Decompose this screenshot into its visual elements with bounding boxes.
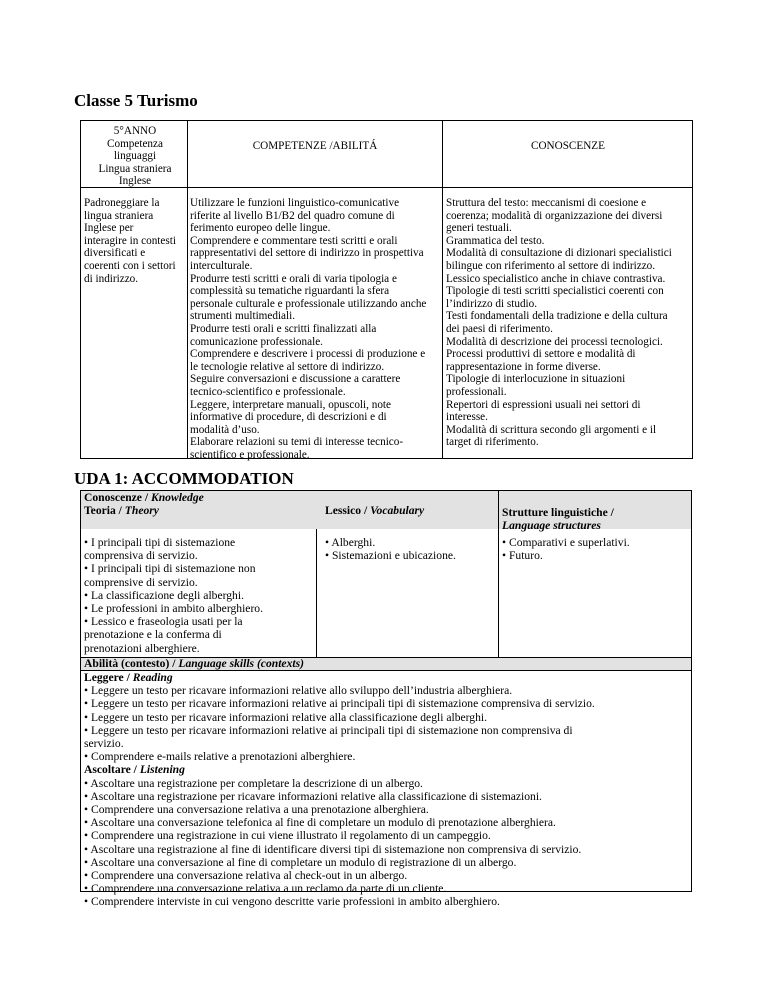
text-line: interagire in contesti — [84, 234, 176, 247]
text-line: complessità su tematiche riguardanti la sfera — [190, 285, 390, 298]
list-item: • Alberghi. — [325, 536, 376, 549]
page-title: Classe 5 Turismo — [74, 91, 198, 110]
text-line: comunicazione professionale. — [190, 335, 323, 348]
text-line: Utilizzare le funzioni linguistico-comunicative — [190, 197, 400, 209]
label-en: Vocabulary — [370, 504, 425, 517]
list-item: • Futuro. — [502, 549, 543, 563]
knowledge-list — [446, 197, 690, 449]
list-item: comprensiva di servizio. — [84, 549, 198, 563]
text-line: riferite al livello B1/B2 del quadro comune di — [190, 209, 395, 222]
label-it: Leggere / — [84, 671, 133, 684]
header-line: Inglese — [118, 175, 152, 188]
list-item: • Ascoltare una conversazione telefonica al fine di completare un modulo di prenotazione alberghiera. — [84, 816, 556, 830]
skills-content — [84, 671, 690, 909]
knowledge-label — [84, 491, 204, 504]
list-item: • Comprendere una conversazione relativa a una prenotazione alberghiera. — [84, 803, 429, 817]
list-item: • Ascoltare una registrazione per ricavare informazioni relative alla classificazione di sistemazioni. — [84, 789, 542, 803]
list-item: comprensive di servizio. — [84, 575, 198, 589]
competence-description — [84, 197, 187, 285]
text-line: interculturale. — [190, 259, 253, 272]
text-line: strumenti multimediali. — [190, 310, 296, 323]
list-item: • Comprendere interviste in cui vengono descritte varie professioni in ambito alberghiero. — [84, 895, 500, 909]
text-line: Tipologie di testi scritti specialistici coerenti con — [446, 285, 664, 298]
text-line: target di riferimento. — [446, 436, 539, 449]
text-line: Processi produttivi di settore e modalità di — [446, 348, 636, 361]
text-line: Struttura del testo: meccanismi di coesione e — [446, 197, 647, 209]
uda-title: UDA 1: ACCOMMODATION — [74, 469, 294, 488]
list-item: • Le professioni in ambito alberghiero. — [84, 602, 263, 616]
structures-label — [502, 506, 614, 532]
text-line: Lessico specialistico anche in chiave contrastiva. — [446, 272, 666, 285]
text-line: Modalità di consultazione di dizionari specialistici — [446, 247, 672, 260]
skills-label — [84, 657, 304, 670]
label-en: Listening — [139, 763, 185, 777]
text-line: di indirizzo. — [84, 272, 139, 285]
header-knowledge: CONOSCENZE — [531, 140, 605, 152]
list-item: • Comparativi e superlativi. — [502, 536, 630, 549]
label-it: Lessico / — [325, 504, 371, 517]
text-line: ferimento europeo delle lingue. — [190, 222, 331, 235]
text-line: Modalità di scrittura secondo gli argomenti e il — [446, 423, 657, 436]
text-line: professionali. — [446, 385, 507, 398]
header-year-cell — [85, 125, 185, 188]
text-line: le tecnologie relative al settore di indirizzo. — [190, 360, 385, 373]
list-item: • Leggere un testo per ricavare informazioni relative ai principali tipi di sistemazione comprensiva di servizio. — [84, 697, 595, 711]
list-item: servizio. — [84, 737, 124, 751]
header-line: linguaggi — [113, 150, 157, 163]
list-item: • Leggere un testo per ricavare informazioni relative allo sviluppo dell’industria alberghiera. — [84, 684, 513, 698]
text-line: l’indirizzo di studio. — [446, 297, 538, 310]
theory-label — [84, 504, 159, 517]
list-item: • I principali tipi di sistemazione non — [84, 562, 256, 576]
header-competences: COMPETENZE /ABILITÁ — [252, 140, 378, 152]
label-it: Teoria / — [84, 504, 125, 517]
competence-table — [80, 120, 693, 459]
text-line: Leggere, interpretare manuali, opuscoli, note — [190, 398, 391, 411]
label-en: Reading — [132, 671, 173, 684]
vocabulary-list — [325, 536, 495, 562]
text-line: Repertori di espressioni usuali nei settori di — [446, 398, 641, 411]
column-divider — [316, 529, 317, 657]
text-line: tecnico-scientifico e professionale. — [190, 385, 346, 398]
text-line: modalità d’uso. — [190, 423, 260, 436]
label-it: Abilità (contesto) / — [84, 657, 179, 670]
text-line: scientifico e professionale. — [190, 448, 310, 461]
text-line: Produrre testi orali e scritti finalizzati alla — [190, 322, 377, 335]
list-item: • Leggere un testo per ricavare informazioni relative ai principali tipi di sistemazione non comprensiva di — [84, 723, 573, 737]
text-line: generi testuali. — [446, 222, 512, 235]
text-line: Comprendere e descrivere i processi di produzione e — [190, 348, 426, 361]
list-item: prenotazioni alberghiere. — [84, 641, 200, 655]
text-line: interesse. — [446, 411, 488, 424]
list-item: • Lessico e fraseologia usati per la — [84, 615, 243, 629]
text-line: rappresentativi del settore di indirizzo in prospettiva — [190, 247, 424, 260]
text-line: coerenti con i settori — [84, 259, 176, 272]
list-item: • Comprendere una registrazione in cui viene illustrato il regolamento di un campeggio. — [84, 829, 491, 843]
text-line: diversificati e — [84, 247, 146, 260]
list-item: • La classificazione degli alberghi. — [84, 588, 244, 602]
uda-table — [80, 490, 692, 909]
structures-list — [502, 536, 687, 562]
label-it: Strutture linguistiche / — [502, 506, 614, 519]
list-item: • Sistemazioni e ubicazione. — [325, 549, 456, 563]
column-divider — [442, 121, 443, 458]
label-en: Knowledge — [150, 491, 204, 504]
header-line: 5°ANNO — [113, 125, 157, 137]
column-divider — [498, 491, 499, 657]
label-it: Conoscenze / — [84, 491, 151, 504]
reading-label — [84, 671, 690, 684]
text-line: personale culturale e professionale utilizzando anche — [190, 297, 427, 310]
text-line: Grammatica del testo. — [446, 234, 545, 247]
abilities-list — [190, 197, 440, 461]
text-line: Testi fondamentali della tradizione e della cultura — [446, 310, 668, 323]
text-line: coerenza; modalità di organizzazione dei diversi — [446, 209, 663, 222]
label-en: Language skills (contexts) — [178, 657, 304, 670]
text-line: Modalità di descrizione dei processi tecnologici. — [446, 335, 663, 348]
label-en: Language structures — [502, 519, 601, 533]
text-line: informative di procedure, di descrizioni e di — [190, 411, 387, 424]
text-line: Produrre testi scritti e orali di varia tipologia e — [190, 272, 397, 285]
text-line: dei paesi di riferimento. — [446, 322, 553, 335]
text-line: rappresentazione in forme diverse. — [446, 360, 601, 373]
listening-label — [84, 763, 690, 776]
vocabulary-label — [325, 504, 424, 517]
list-item: • Ascoltare una registrazione al fine di identificare diversi tipi di sistemazione non comprensiva di servizio. — [84, 842, 582, 856]
list-item: • Leggere un testo per ricavare informazioni relative alla classificazione degli alberghi. — [84, 710, 488, 724]
label-en: Theory — [124, 504, 159, 517]
list-item: • Comprendere una conversazione relativa a un reclamo da parte di un cliente. — [84, 882, 447, 896]
text-line: Inglese per — [84, 222, 134, 235]
header-line: Competenza — [107, 137, 163, 150]
text-line: Padroneggiare la — [84, 197, 160, 209]
text-line: lingua straniera — [84, 209, 154, 222]
list-item: prenotazione e la conferma di — [84, 628, 222, 642]
list-item: • Ascoltare una registrazione per completare la descrizione di un albergo. — [84, 776, 423, 790]
text-line: Elaborare relazioni su temi di interesse tecnico- — [190, 436, 404, 449]
column-divider — [187, 121, 188, 458]
text-line: bilingue con riferimento al settore di indirizzo. — [446, 259, 656, 272]
list-item: • Comprendere una conversazione relativa al check-out in un albergo. — [84, 869, 408, 883]
text-line: Seguire conversazioni e discussione a carattere — [190, 373, 401, 386]
list-item: • Comprendere e-mails relative a prenotazioni alberghiere. — [84, 750, 356, 764]
list-item: • I principali tipi di sistemazione — [84, 536, 236, 549]
theory-list — [84, 536, 314, 655]
list-item: • Ascoltare una conversazione al fine di completare un modulo di registrazione di un albergo. — [84, 855, 517, 869]
text-line: Tipologie di interlocuzione in situazioni — [446, 373, 626, 386]
header-line: Lingua straniera — [98, 162, 172, 175]
text-line: Comprendere e commentare testi scritti e orali — [190, 234, 398, 247]
label-it: Ascoltare / — [84, 763, 140, 777]
